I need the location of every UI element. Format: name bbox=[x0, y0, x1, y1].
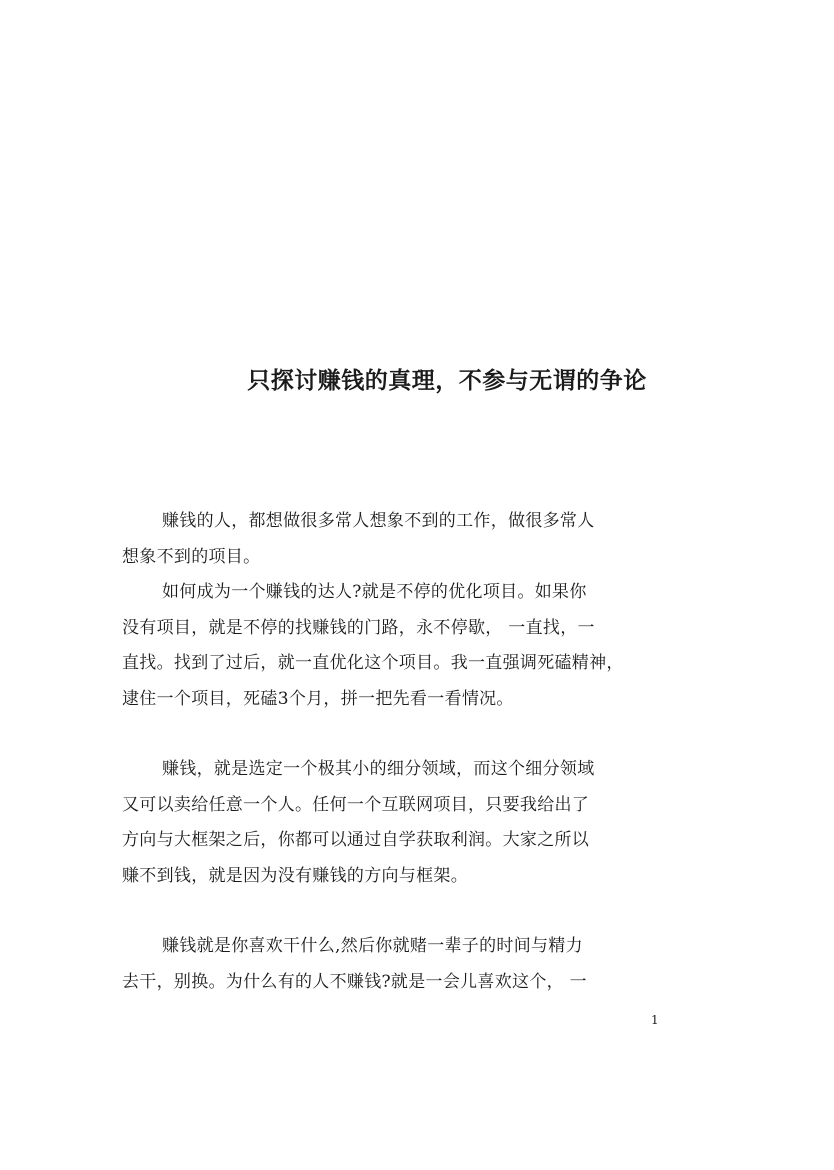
page-number: 1 bbox=[651, 1013, 659, 1027]
paragraph-line: 没有项目，就是不停的找赚钱的门路，永不停歇， 一直找，一 bbox=[122, 617, 595, 638]
paragraph-3 bbox=[122, 752, 662, 894]
paragraph-line: 赚不到钱，就是因为没有赚钱的方向与框架。 bbox=[122, 865, 468, 886]
paragraph-line: 赚钱，就是选定一个极其小的细分领域，而这个细分领域 bbox=[162, 759, 595, 779]
paragraph-line: 如何成为一个赚钱的达人?就是不停的优化项目。如果你 bbox=[162, 582, 587, 602]
paragraph-line: 想象不到的项目。 bbox=[122, 546, 261, 567]
paragraph-1 bbox=[122, 504, 662, 575]
paragraph-line: 赚钱的人，都想做很多常人想象不到的工作，做很多常人 bbox=[162, 511, 595, 531]
paragraph-line: 赚钱就是你喜欢干什么,然后你就赌一辈子的时间与精力 bbox=[162, 936, 583, 956]
document-body bbox=[122, 504, 662, 1000]
paragraph-4 bbox=[122, 929, 662, 1000]
paragraph-line: 去干，别换。为什么有的人不赚钱?就是一会儿喜欢这个， 一 bbox=[122, 971, 587, 992]
paragraph-spacer bbox=[122, 894, 662, 929]
paragraph-line: 直找。找到了过后，就一直优化这个项目。我一直强调死磕精神， bbox=[122, 653, 624, 673]
paragraph-line: 逮住一个项目，死磕3个月，拼一把先看一看情况。 bbox=[122, 688, 514, 709]
paragraph-line: 又可以卖给任意一个人。任何一个互联网项目，只要我给出了 bbox=[122, 794, 590, 815]
paragraph-2 bbox=[122, 575, 662, 717]
paragraph-spacer bbox=[122, 717, 662, 752]
document-title: 只探讨赚钱的真理，不参与无谓的争论 bbox=[247, 368, 647, 394]
paragraph-line: 方向与大框架之后，你都可以通过自学获取利润。大家之所以 bbox=[122, 830, 590, 850]
